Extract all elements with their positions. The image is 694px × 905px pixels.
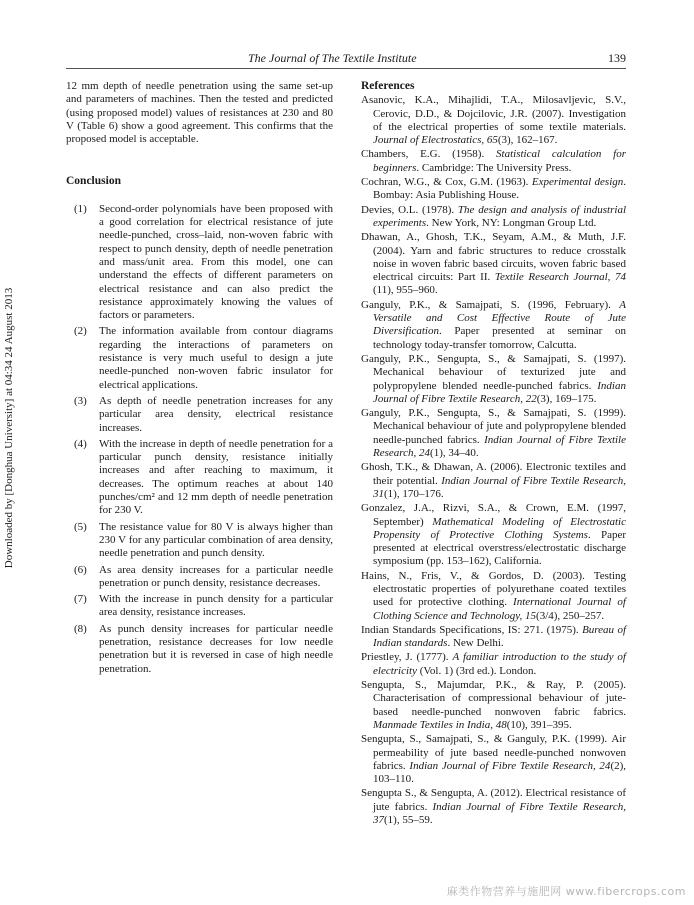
reference-text: Dhawan, A., Ghosh, T.K., Seyam, A.M., & Muth, J.F. (2004). Yarn and fabric structures to reduce crosstalk noise in woven fabric based circuits, woven fabric based electrical circuits: Part II. (361, 231, 626, 284)
reference-entry (361, 502, 626, 568)
reference-text: . Paper presented at seminar on technology today-transfer tomorrow, Calcutta. (373, 325, 626, 351)
reference-text: . Cambridge: The University Press. (416, 161, 572, 174)
reference-text: Ganguly, P.K., & Samajpati, S. (1996, February). (361, 298, 620, 311)
reference-entry (361, 461, 626, 501)
conclusion-item (66, 325, 333, 391)
right-column (361, 80, 626, 828)
reference-entry (361, 733, 626, 786)
reference-source: Mathematical Modeling of Electrostatic Propensity of Protective Clothing Systems (373, 515, 626, 541)
left-column (66, 80, 333, 679)
reference-text: . New Delhi. (447, 637, 504, 650)
conclusion-item (66, 438, 333, 518)
reference-source: Bureau of Indian standards (373, 623, 627, 650)
reference-source: Journal of Electrostatics, 65 (373, 134, 498, 147)
reference-entry (361, 787, 626, 827)
conclusion-item-number: (1) (74, 202, 87, 215)
conclusion-item-text: As area density increases for a particular needle penetration or punch density, resistance decreases. (99, 563, 333, 589)
reference-source: Manmade Textiles in India, 48 (373, 718, 507, 731)
conclusion-item (66, 203, 333, 323)
reference-entry (361, 148, 626, 175)
reference-source: Statistical calculation for beginners (373, 148, 627, 174)
reference-entry (361, 570, 626, 623)
reference-source: Indian Journal of Fibre Textile Research, 37 (373, 800, 626, 827)
conclusion-item-number: (3) (74, 394, 87, 407)
reference-text: Asanovic, K.A., Mihajlidi, T.A., Milosavljevic, S.V., Cerovic, D.D., & Dojcilovic, J.R. (2007). Investigation of the electrical properties of some textile materials. (361, 94, 626, 133)
reference-text: . Bombay: Asia Publishing House. (373, 176, 627, 202)
page-number: 139 (608, 51, 626, 65)
reference-source: A Versatile and Cost Effective Route of Jute Diversification (373, 298, 626, 338)
conclusion-item-number: (8) (74, 622, 87, 635)
reference-entry (361, 353, 626, 406)
reference-entry (361, 407, 626, 460)
site-watermark: 麻类作物营养与施肥网 www.fibercrops.com (446, 885, 686, 898)
conclusion-item-text: As punch density increases for particular needle penetration, resistance decreases for low needle penetration but it is reversed in case of high needle penetration. (99, 622, 333, 675)
reference-text: Sengupta, S., Majumdar, P.K., & Ray, P. (2005). Characterisation of compressional behaviour of jute-based needle-punched nonwoven fabric fabrics. (361, 679, 626, 718)
download-note (2, 258, 16, 598)
conclusion-list (66, 203, 333, 676)
conclusion-item-number: (6) (74, 563, 87, 576)
conclusion-item-text: Second-order polynomials have been proposed with a good correlation for electrical resistance of jute needle-punched, cross–laid, non-woven fabric with respect to punch density, depth of needle penetration and mass/unit area. From this model, one can understand the effects of different parameters on electrical resistance and can also predict the resistance approximately knowing the values of factors or parameters. (99, 202, 333, 322)
reference-text: Hains, N., Fris, V., & Gordos, D. (2003). Testing electrostatic properties of polyurethane coated textiles used for protective clothing. (361, 569, 626, 609)
reference-text: Sengupta, S., Samajpati, S., & Ganguly, P.K. (1999). Air permeability of jute based needle-punched nonwoven fabrics. (361, 733, 626, 772)
reference-source: Experimental design (531, 176, 624, 189)
reference-source: Indian Journal of Fibre Textile Research, 24 (409, 759, 611, 772)
reference-text: . New York, NY: Longman Group Ltd. (426, 216, 597, 229)
reference-text: Chambers, E.G. (1958). (361, 148, 497, 161)
reference-text: (3), 169–175. (536, 392, 597, 405)
reference-text: (2), 103–110. (373, 759, 627, 786)
conclusion-item-number: (7) (74, 593, 87, 606)
reference-text: (3/4), 250–257. (536, 609, 605, 622)
reference-entry (361, 651, 626, 678)
header-rule (66, 68, 626, 69)
reference-source: Textile Research Journal, 74 (494, 271, 626, 284)
reference-text: (1), 55–59. (384, 814, 433, 827)
reference-source: Indian Journal of Fibre Textile Research, 24 (373, 433, 627, 460)
reference-text: (Vol. 1) (3rd ed.). London. (416, 664, 537, 677)
conclusion-item-text: The information available from contour diagrams regarding the interactions of parameters on resistance is very much useful to design a jute needle-punched non-woven fabric insulator for electrical applications. (99, 325, 333, 391)
reference-source: Indian Journal of Fibre Textile Research, 31 (373, 474, 626, 500)
conclusion-item (66, 395, 333, 435)
reference-entry (361, 176, 626, 203)
reference-source: International Journal of Clothing Science and Technology, 15 (373, 596, 626, 622)
reference-text: Ganguly, P.K., Sengupta, S., & Samajpati, S. (1997). Mechanical behaviour of texturized jute and polypropylene blended needle-punched fabrics. (361, 352, 626, 392)
reference-text: Priestley, J. (1777). (361, 651, 453, 664)
reference-source: Indian Journal of Fibre Textile Research, 22 (373, 379, 626, 405)
reference-text: Ghosh, T.K., & Dhawan, A. (2006). Electronic textiles and their potential. (361, 461, 626, 487)
reference-text: Gonzalez, J.A., Rizvi, S.A., & Crown, E.M. (1997, September) (361, 502, 626, 528)
reference-text: (3), 162–167. (497, 134, 558, 147)
reference-source: A familiar introduction to the study of electricity (373, 651, 626, 677)
intro-paragraph: 12 mm depth of needle penetration using the same set-up and parameters of machines. Then the tested and predicted (using proposed model) values of resistances at 230 and 80 V (Table 6) show a good agreement. This confirms that the proposed model is acceptable. (66, 80, 333, 146)
reference-entry (361, 624, 626, 651)
conclusion-item-text: As depth of needle penetration increases for any particular area density, electrical resistance increases. (99, 394, 333, 434)
reference-text: (11), 955–960. (373, 284, 438, 297)
reference-entry (361, 299, 626, 352)
reference-text: Ganguly, P.K., Sengupta, S., & Samajpati, S. (1999). Mechanical behaviour of jute and polypropylene blended needle-punched fabrics. (361, 407, 626, 446)
journal-title: The Journal of The Textile Institute (248, 51, 417, 65)
references-heading: References (361, 80, 415, 92)
reference-text: (1), 34–40. (430, 447, 479, 460)
reference-text: Indian Standards Specifications, IS: 271. (1975). (361, 623, 583, 636)
conclusion-item-number: (4) (74, 437, 87, 450)
reference-entry (361, 231, 626, 297)
reference-text: Cochran, W.G., & Cox, G.M. (1963). (361, 176, 532, 189)
conclusion-item (66, 564, 333, 591)
reference-entry (361, 204, 626, 231)
reference-text: Devies, O.L. (1978). (361, 203, 458, 216)
reference-source: The design and analysis of industrial experiments (373, 203, 626, 229)
reference-text: (10), 391–395. (506, 718, 572, 731)
conclusion-item (66, 521, 333, 561)
conclusion-item-text: With the increase in depth of needle penetration for a particular punch density, resistance initially increases and after reaching to maximum, it decreases. The optimum reaches at about 140 punches/cm² and 12 mm depth of needle penetration for 230 V. (99, 437, 333, 517)
conclusion-item-number: (2) (74, 325, 87, 338)
conclusion-item-number: (5) (74, 520, 87, 533)
reference-entry (361, 679, 626, 732)
conclusion-heading: Conclusion (66, 175, 121, 188)
reference-text: (1), 170–176. (384, 487, 444, 500)
references-list (361, 94, 626, 827)
reference-text: Sengupta S., & Sengupta, A. (2012). Electrical resistance of jute fabrics. (361, 787, 626, 813)
conclusion-item-text: With the increase in punch density for a particular area density, resistance increases. (99, 593, 333, 619)
conclusion-item-text: The resistance value for 80 V is always higher than 230 V for any particular combination of area density, needle penetration and punch density. (99, 520, 333, 560)
conclusion-item (66, 593, 333, 620)
conclusion-item (66, 623, 333, 676)
download-note-text: Downloaded by [Donghua University] at 04:34 24 August 2013 (3, 287, 15, 569)
reference-entry (361, 94, 626, 147)
reference-text: . Paper presented at electrical overstress/electrostatic discharge symposium (pp. 153–162), California. (373, 528, 627, 568)
